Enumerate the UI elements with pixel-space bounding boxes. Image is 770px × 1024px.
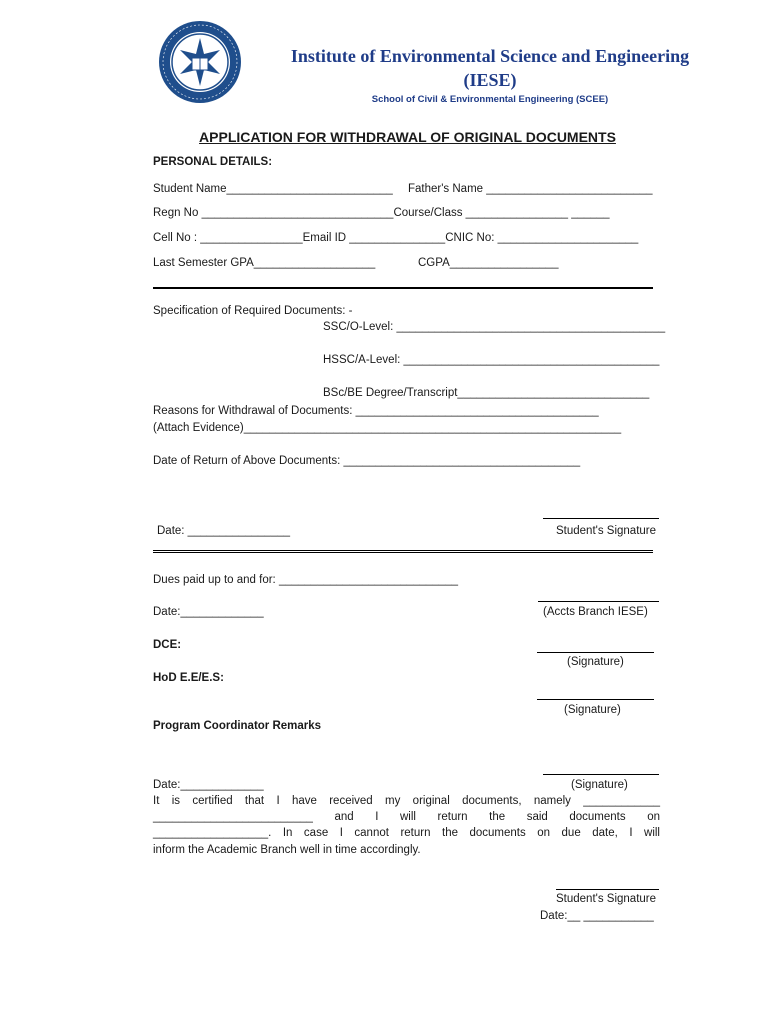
- hssc-field[interactable]: HSSC/A-Level: ________________________________________: [323, 354, 660, 366]
- ssc-field[interactable]: SSC/O-Level: __________________________________________: [323, 321, 666, 333]
- reasons-field[interactable]: Reasons for Withdrawal of Documents: ______________________________________: [153, 405, 599, 417]
- hod-signature-label: (Signature): [564, 704, 621, 716]
- date-field-1[interactable]: Date: ________________: [157, 525, 291, 537]
- university-seal-icon: [158, 20, 242, 104]
- dues-field[interactable]: Dues paid up to and for: ____________________________: [153, 574, 459, 586]
- hod-label: HoD E.E/E.S:: [153, 672, 224, 684]
- last-gpa-field[interactable]: Last Semester GPA___________________: [153, 257, 376, 269]
- cgpa-field[interactable]: CGPA_________________: [418, 257, 559, 269]
- institute-abbr: (IESE): [463, 70, 517, 90]
- contact-row-field[interactable]: Cell No : ________________Email ID _______________CNIC No: ______________________: [153, 232, 639, 244]
- dce-label: DCE:: [153, 639, 182, 651]
- student-signature-label: Student's Signature: [556, 525, 657, 537]
- evidence-field[interactable]: (Attach Evidence)___________________________________________________________: [153, 422, 622, 434]
- regn-course-field[interactable]: Regn No ______________________________Course/Class ________________ ______: [153, 207, 610, 219]
- student-name-field[interactable]: Student Name__________________________: [153, 183, 393, 195]
- certification-line-3: __________________. In case I cannot return the documents on due date, I will: [153, 827, 660, 839]
- accts-signature-line[interactable]: [538, 601, 659, 602]
- school-name: School of Civil & Environmental Engineering (SCEE): [371, 94, 609, 105]
- final-signature-line[interactable]: [556, 889, 659, 890]
- pc-date-field[interactable]: Date:_____________: [153, 779, 264, 791]
- certification-line-1: It is certified that I have received my original documents, namely ____________: [153, 795, 660, 807]
- bsc-field[interactable]: BSc/BE Degree/Transcript______________________________: [323, 387, 650, 399]
- return-date-field[interactable]: Date of Return of Above Documents: _____________________________________: [153, 455, 581, 467]
- certification-line-2: _________________________ and I will return the said documents on: [153, 811, 660, 823]
- fathers-name-field[interactable]: Father's Name __________________________: [408, 183, 653, 195]
- double-divider: [153, 550, 653, 553]
- certification-line-4: inform the Academic Branch well in time accordingly.: [153, 844, 421, 856]
- final-date-field[interactable]: Date:__ ___________: [540, 910, 654, 922]
- program-coordinator-label: Program Coordinator Remarks: [153, 720, 322, 732]
- dues-date-field[interactable]: Date:_____________: [153, 606, 264, 618]
- accts-branch-label: (Accts Branch IESE): [543, 606, 648, 618]
- student-signature-line[interactable]: [543, 518, 659, 519]
- section-divider: [153, 287, 653, 289]
- documents-spec-label: Specification of Required Documents: -: [153, 305, 353, 317]
- pc-signature-line[interactable]: [543, 774, 659, 775]
- institute-name: Institute of Environmental Science and Engineering: [290, 46, 690, 66]
- form-title: APPLICATION FOR WITHDRAWAL OF ORIGINAL DOCUMENTS: [199, 129, 616, 145]
- personal-details-heading: PERSONAL DETAILS:: [153, 156, 273, 168]
- dce-signature-line[interactable]: [537, 652, 654, 653]
- dce-signature-label: (Signature): [567, 656, 624, 668]
- hod-signature-line[interactable]: [537, 699, 654, 700]
- pc-signature-label: (Signature): [571, 779, 628, 791]
- final-signature-label: Student's Signature: [556, 893, 657, 905]
